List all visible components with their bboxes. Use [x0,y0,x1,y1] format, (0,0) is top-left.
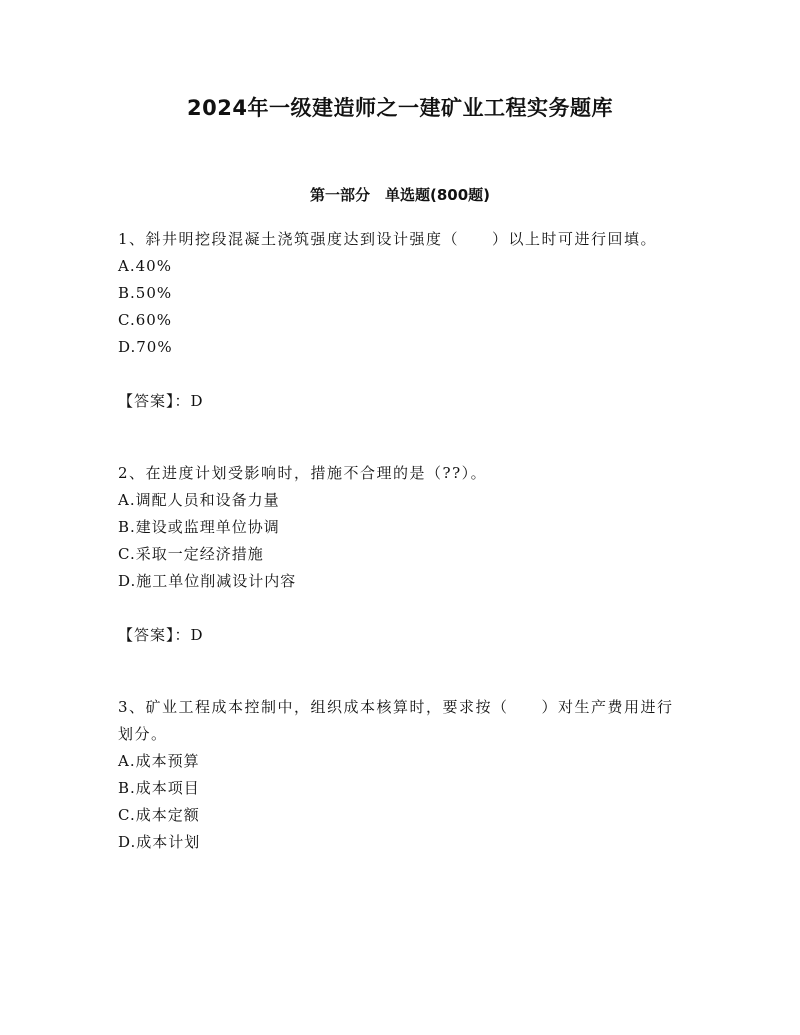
option-a: A.40% [118,257,172,275]
option-d: D.成本计划 [118,833,201,851]
option-a: A.调配人员和设备力量 [118,491,280,509]
section-title: 第一部分 单选题(800题) [309,186,491,204]
question-spacer [118,649,683,694]
option-b: B.50% [118,284,173,302]
option-c: C.60% [118,311,173,329]
option-b: B.成本项目 [118,779,200,797]
question-list [118,226,683,856]
question-text: 2、在进度计划受影响时，措施不合理的是（??）。 [118,464,488,482]
option-d: D.施工单位削减设计内容 [118,572,297,590]
question-spacer [118,415,683,460]
answer-line: 【答案】：D [118,626,204,644]
option-a: A.成本预算 [118,752,200,770]
question-text: 3、矿业工程成本控制中，组织成本核算时，要求按（ ）对生产费用进行划分。 [118,698,674,743]
question-text: 1、斜井明挖段混凝土浇筑强度达到设计强度（ ）以上时可进行回填。 [118,230,658,248]
option-c: C.成本定额 [118,806,200,824]
option-c: C.采取一定经济措施 [118,545,264,563]
option-d: D.70% [118,338,173,356]
question-2 [118,460,683,649]
answer-line: 【答案】：D [118,392,204,410]
option-b: B.建设或监理单位协调 [118,518,280,536]
document-title: 2024年一级建造师之一建矿业工程实务题库 [187,96,613,120]
question-3 [118,694,683,856]
question-1 [118,226,683,415]
